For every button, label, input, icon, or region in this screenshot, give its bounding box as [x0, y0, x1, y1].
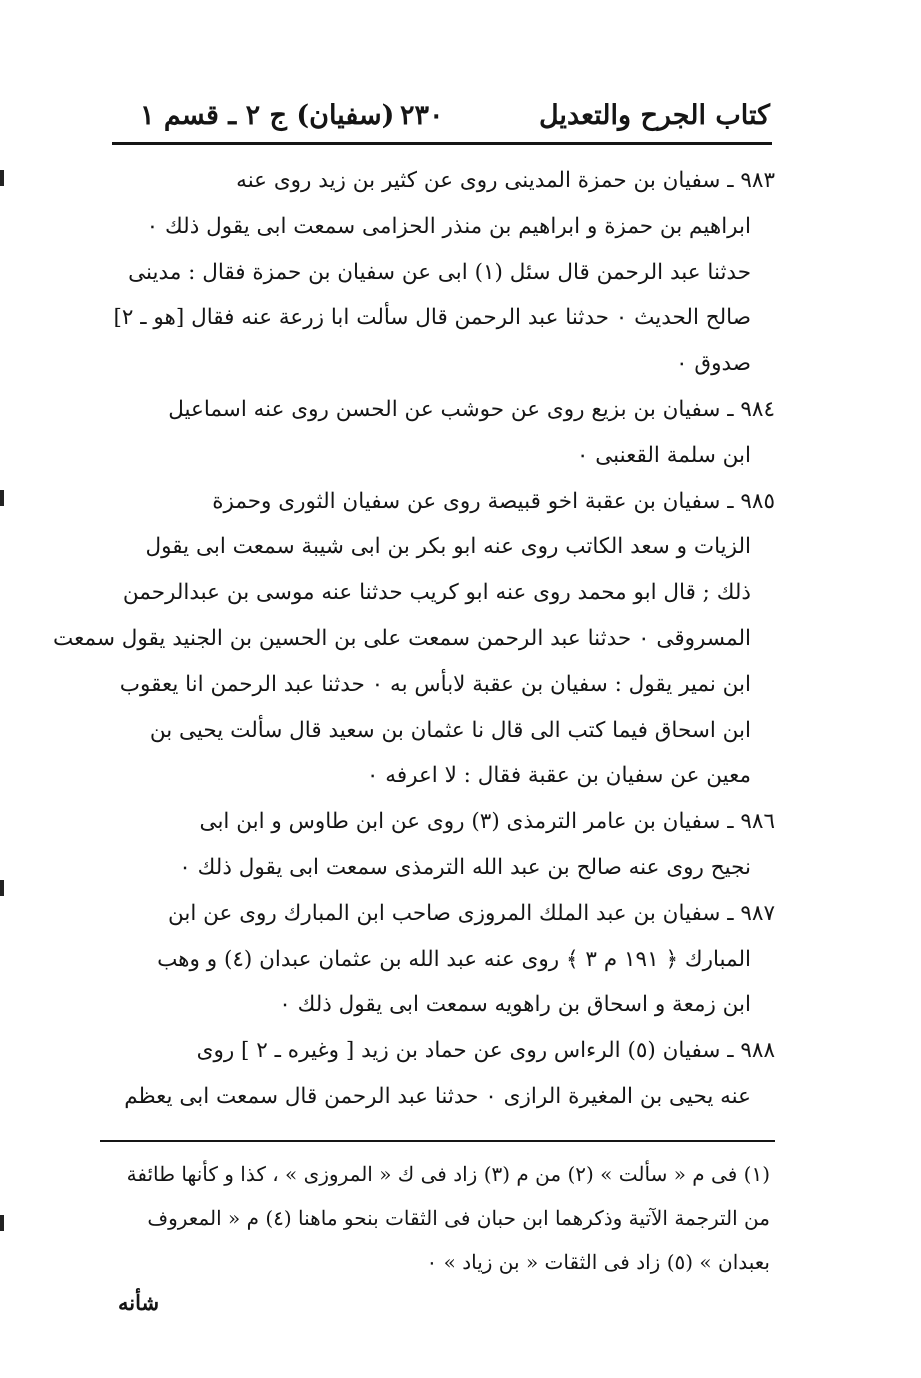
entry-line: ابن زمعة و اسحاق بن راهويه سمعت ابى يقول ذلك ٠: [279, 992, 751, 1018]
entry-line: ابراهيم بن حمزة و ابراهيم بن منذر الحزامى سمعت ابى يقول ذلك ٠: [146, 213, 751, 239]
entry-line: ٩٨٦ ـ سفيان بن عامر الترمذى (٣) روى عن ابن طاوس و ابن ابى: [199, 809, 775, 835]
running-head: [140, 96, 770, 136]
entry-line: عنه يحيى بن المغيرة الرازى ٠ حدثنا عبد الرحمن قال سمعت ابى يعظم: [124, 1083, 751, 1109]
entry-line: ابن سلمة القعنبى ٠: [576, 442, 751, 468]
margin-mark: [0, 1215, 4, 1231]
entry-line: حدثنا عبد الرحمن قال سئل (١) ابى عن سفيان بن حمزة فقال : مدينى: [128, 259, 751, 285]
page-number: ٢٣٠: [400, 100, 444, 131]
catchword: شأنه: [118, 1290, 160, 1315]
entry-987: [115, 891, 775, 1028]
footnote-line: (١) فى م « سألت » (٢) من م (٣) زاد فى ك « المروزى » ، كذا و كأنها طائفة: [126, 1162, 770, 1186]
entry-line: ابن اسحاق فيما كتب الى قال نا عثمان بن سعيد قال سألت يحيى بن: [149, 717, 751, 743]
header-rule: [112, 142, 772, 145]
entry-line: صدوق ٠: [675, 351, 751, 377]
entry-line: ٩٨٨ ـ سفيان (٥) الرءاس روى عن حماد بن زيد [ وغيره ـ ٢ ] روى: [196, 1038, 775, 1064]
entry-line: ٩٨٧ ـ سفيان بن عبد الملك المروزى صاحب ابن المبارك روى عن ابن: [168, 900, 775, 926]
entry-984: [115, 387, 775, 479]
footnote-line: بعبدان » (٥) زاد فى الثقات « بن زياد » ٠: [426, 1250, 770, 1274]
entry-line: ذلك ; قال ابو محمد روى عنه ابو كريب حدثنا عنه موسى بن عبدالرحمن: [122, 580, 751, 606]
entry-line: ٩٨٥ ـ سفيان بن عقبة اخو قبيصة روى عن سفيان الثورى وحمزة: [212, 488, 775, 514]
entry-line: صالح الحديث ٠ حدثنا عبد الرحمن قال سألت ابا زرعة عنه فقال [هو ـ ٢]: [113, 305, 751, 331]
footnotes: [118, 1152, 770, 1284]
margin-mark: [0, 170, 4, 186]
margin-mark: [0, 490, 4, 506]
entry-line: المبارك ﴿ ١٩١ م ٣ ﴾ روى عنه عبد الله بن عثمان عبدان (٤) و وهب: [157, 946, 751, 972]
entry-line: ابن نمير يقول : سفيان بن عقبة لابأس به ٠ حدثنا عبد الرحمن انا يعقوب: [119, 671, 751, 697]
footnote-rule: [100, 1140, 775, 1142]
entry-985: [53, 479, 775, 800]
footnote-line: من الترجمة الآتية وذكرهما ابن حبان فى الثقات بنحو ماهنا (٤) م « المعروف: [147, 1206, 770, 1230]
entry-988: [115, 1028, 775, 1120]
entry-line: ٩٨٣ ـ سفيان بن حمزة المدينى روى عن كثير بن زيد روى عنه: [236, 168, 775, 193]
entry-line: المسروقى ٠ حدثنا عبد الرحمن سمعت على بن الحسين بن الجنيد يقول سمعت: [53, 625, 751, 651]
entry-986: [115, 799, 775, 891]
entry-line: ٩٨٤ ـ سفيان بن بزيع روى عن حوشب عن الحسن روى عنه اسماعيل: [168, 396, 775, 422]
entry-line: الزيات و سعد الكاتب روى عنه ابو بكر بن ابى شيبة سمعت ابى يقول: [145, 534, 751, 560]
entries-text: [53, 158, 775, 1120]
section-label: (سفيان) ج ٢ ـ قسم ١: [140, 100, 395, 131]
margin-mark: [0, 880, 4, 896]
entry-983: [115, 158, 775, 387]
entry-line: معين عن سفيان بن عقبة فقال : لا اعرفه ٠: [366, 763, 751, 789]
book-title: كتاب الجرح والتعديل: [538, 100, 770, 131]
entry-line: نجيح روى عنه صالح بن عبد الله الترمذى سمعت ابى يقول ذلك ٠: [179, 854, 751, 880]
